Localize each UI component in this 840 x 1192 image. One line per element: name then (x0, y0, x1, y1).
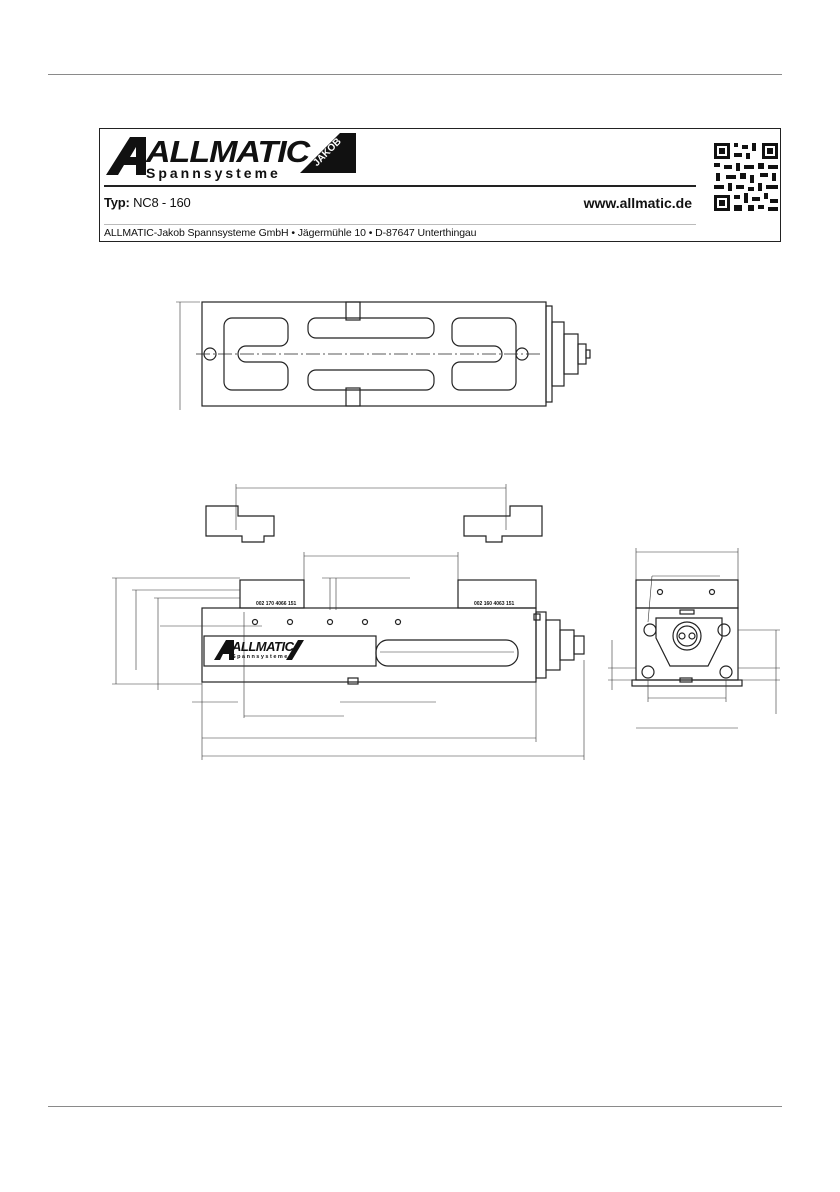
part-number-left: 002 170 4066 151 (256, 601, 297, 607)
body-logo-text: ALLMATIC (232, 639, 294, 654)
company-address: ALLMATIC-Jakob Spannsysteme GmbH • Jägermühle 10 • D-87647 Unterthingau (104, 227, 477, 239)
website-link[interactable]: www.allmatic.de (583, 195, 692, 211)
top-view (176, 302, 590, 410)
front-view (112, 552, 584, 760)
body-logo-icon (214, 640, 234, 660)
jakob-badge: JAKOB (311, 136, 344, 169)
body-logo-tagline: Spannsysteme (232, 654, 289, 660)
type-label: Typ: (104, 195, 130, 210)
part-number-right: 002 160 4063 151 (474, 601, 515, 607)
side-view (608, 548, 780, 728)
type-value: NC8 - 160 (133, 195, 191, 210)
logo-tagline: Spannsysteme (146, 165, 281, 181)
logo-text: ALLMATIC (146, 134, 310, 170)
jaws-view (206, 484, 542, 542)
